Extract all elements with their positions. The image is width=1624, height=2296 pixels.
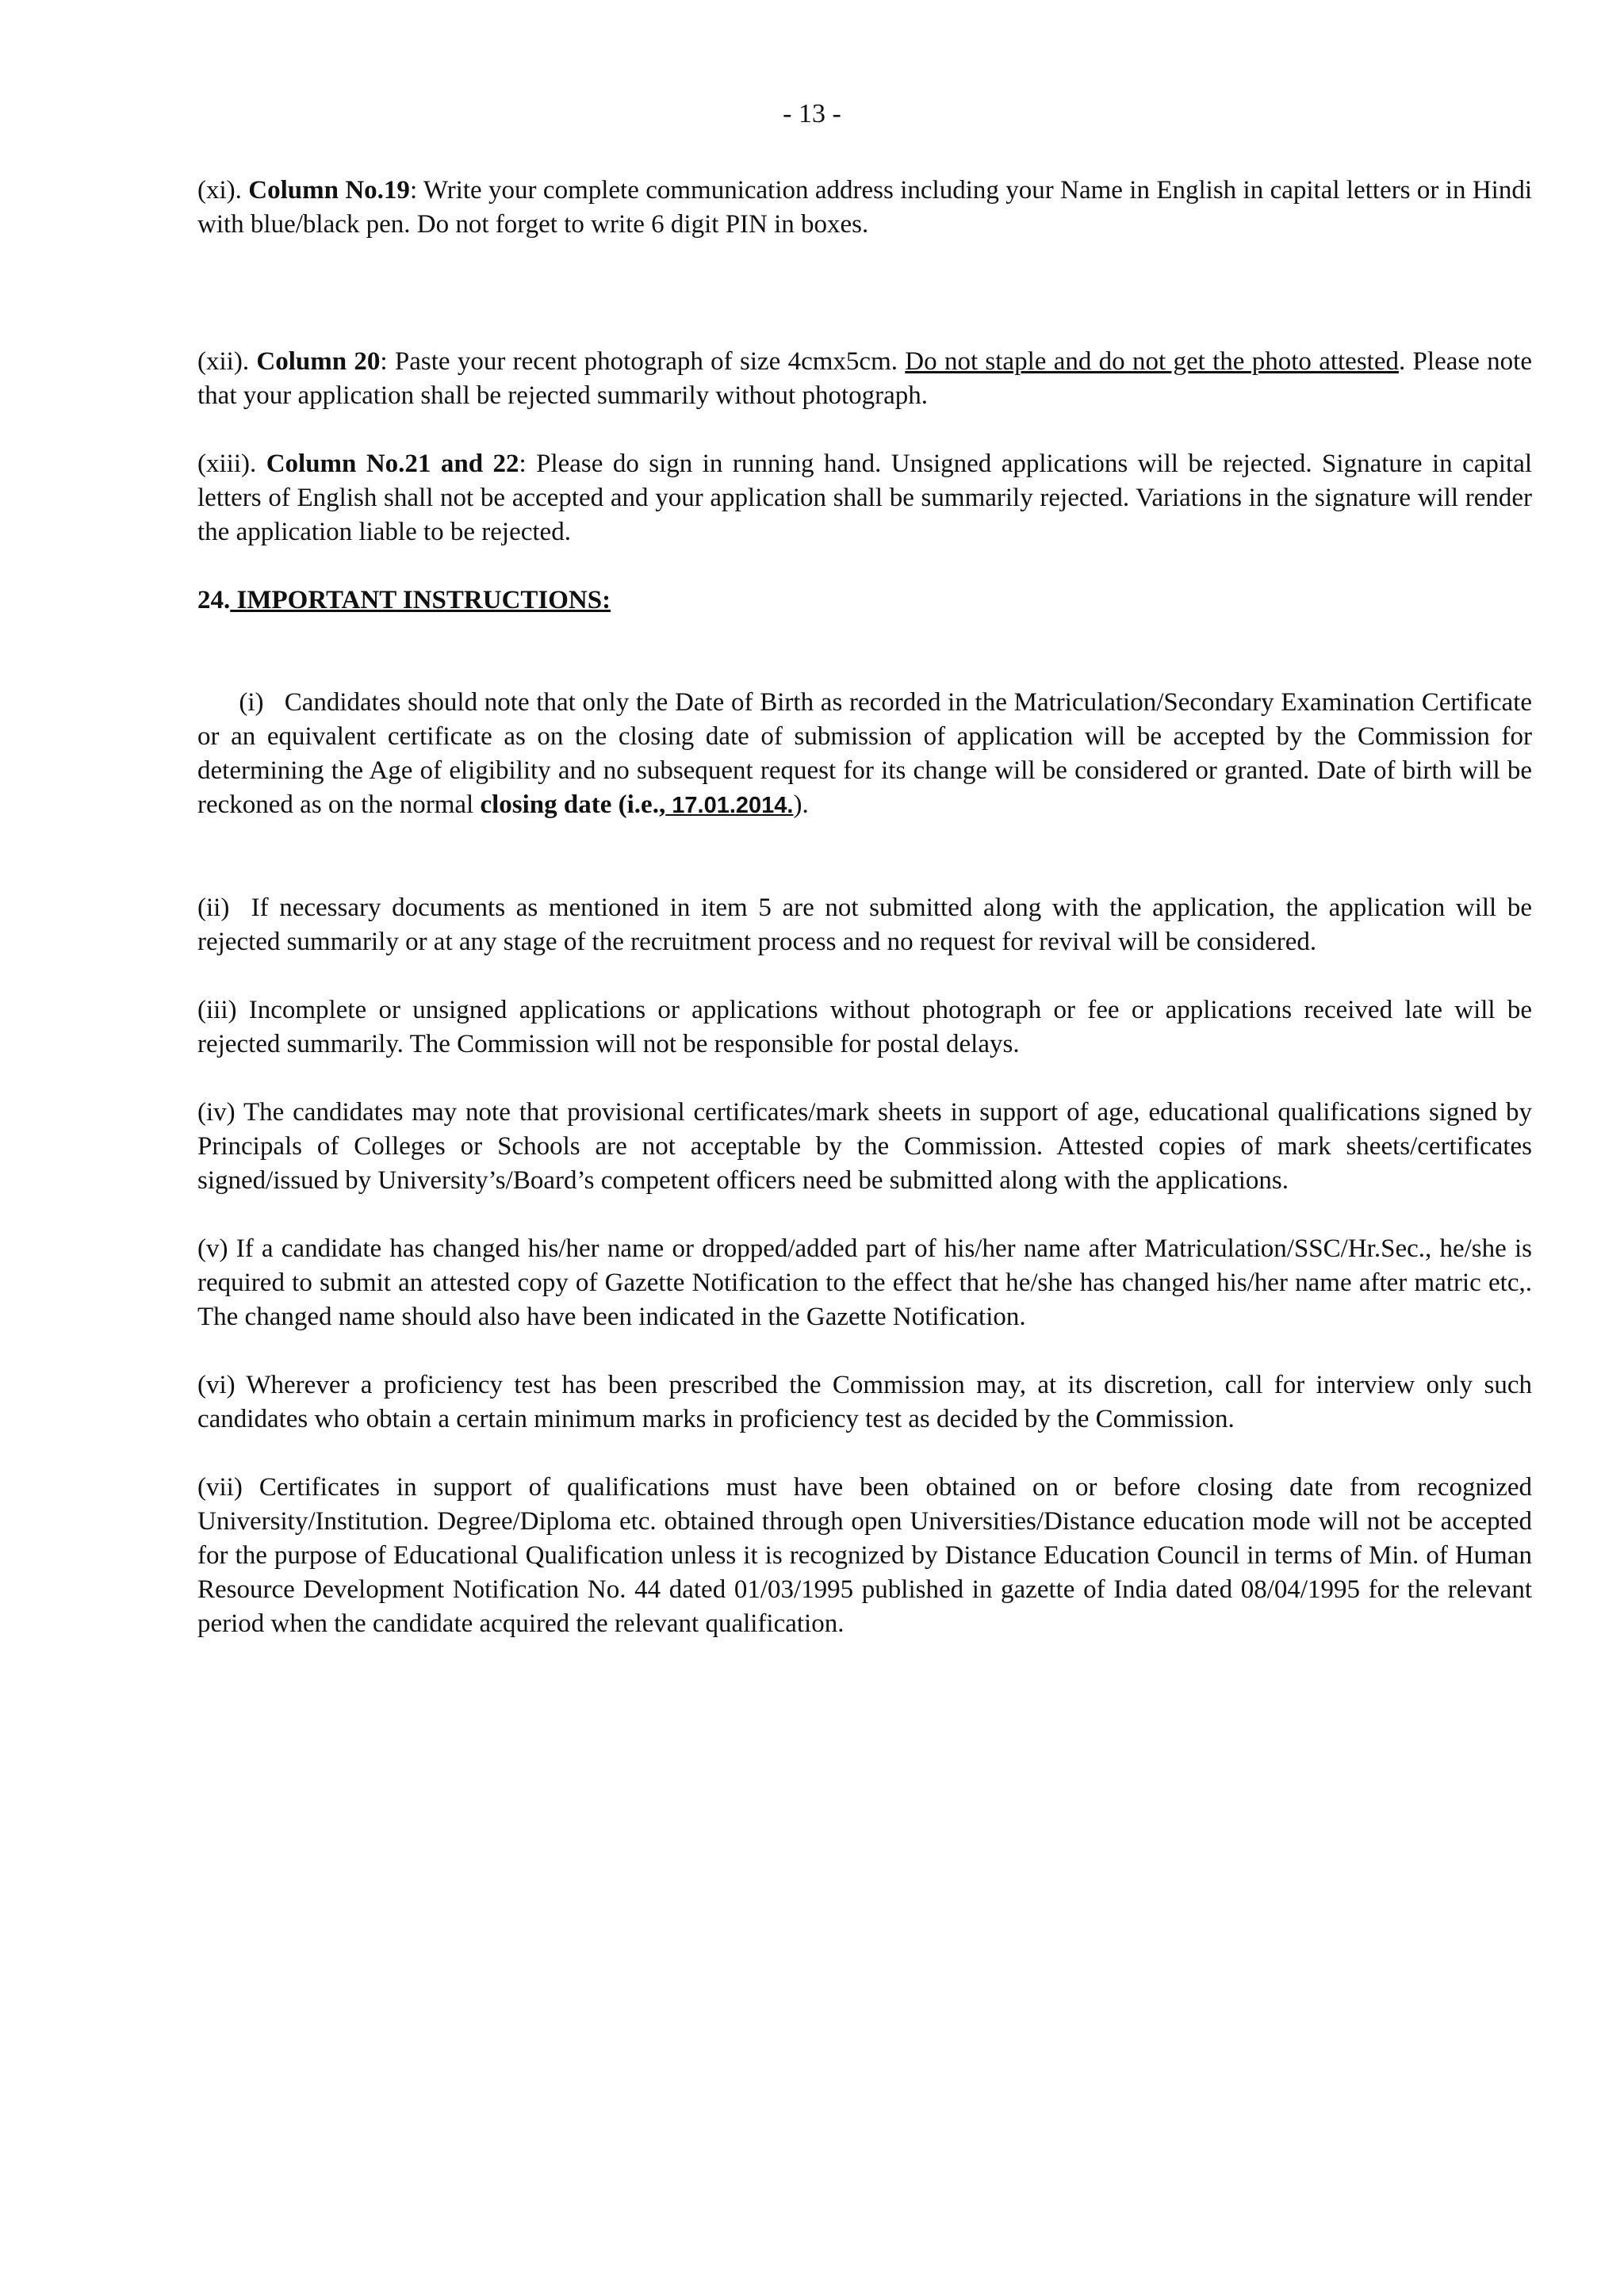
page-number: - 13 - <box>783 99 841 128</box>
closing-date-label: closing date (i.e., <box>480 790 666 819</box>
instruction-vii: (vii) Certificates in support of qualifications must have been obtained on or before closing date from recognized University/Institution. Degree/Diploma etc. obtained through open Universities/Distance education mode will not be accepted for the purpose of Educational Qualification unless it is recognized by Distance Education Council in terms of Min. of Human Resource Development Notification No. 44 dated 01/03/1995 published in gazette of India dated 08/04/1995 for the relevant period when the candidate acquired the relevant qualification. <box>197 1473 1532 1638</box>
instruction-vi: (vi) Wherever a proficiency test has been prescribed the Commission may, at its discretion, call for interview only such candidates who obtain a certain minimum marks in proficiency test as decided by the Commission. <box>197 1371 1532 1433</box>
instruction-v: (v) If a candidate has changed his/her name or dropped/added part of his/her name after Matriculation/SSC/Hr.Sec., he/she is required to submit an attested copy of Gazette Notification to the effect that he/she has changed his/her name after matric etc,. The changed name should also have been indicated in the Gazette Notification. <box>197 1234 1532 1331</box>
column-label: Column No.21 and 22 <box>266 450 519 478</box>
section-title: IMPORTANT INSTRUCTIONS: <box>230 586 611 614</box>
item-marker: (xi). <box>197 176 249 205</box>
paragraph-text: ). <box>793 790 809 819</box>
instruction-iv: (iv) The candidates may note that provisional certificates/mark sheets in support of age, educational qualifications signed by Principals of Colleges or Schools are not acceptable by the Commission. Attested copies of mark sheets/certificates signed/issued by University’s/Board’s competent officers need be submitted along with the applications. <box>197 1098 1532 1195</box>
paragraph-text: : Paste your recent photograph of size 4cmx5cm. <box>380 347 906 376</box>
paragraph-xiii <box>197 447 1532 549</box>
page-content <box>197 174 1539 1641</box>
underlined-instruction: Do not staple and do not get the photo attested <box>905 347 1399 376</box>
paragraph-text: : Please do sign in running hand. Unsigned applications will be rejected. Signature in capital letters of English shall not be accepted and your application shall be summarily rejected. Variations in the signature will render the application liable to be rejected. <box>197 450 1533 546</box>
instruction-i <box>197 652 1539 857</box>
instruction-iii: (iii) Incomplete or unsigned applications or applications without photograph or fee or applications received late will be rejected summarily. The Commission will not be responsible for postal delays. <box>197 996 1532 1058</box>
paragraph-xii <box>197 345 1532 413</box>
paragraph-text: . Please note that your application shall be rejected summarily without photograph. <box>197 347 1532 410</box>
closing-date-value: 17.01.2014. <box>665 793 794 818</box>
paragraph-text: : Write your complete communication address including your Name in English in capital letters or in Hindi with blue/black pen. Do not forget to write 6 digit PIN in boxes. <box>197 176 1532 239</box>
paragraph-xi <box>197 174 1532 242</box>
column-label: Column No.19 <box>248 176 410 205</box>
instruction-ii: (ii) If necessary documents as mentioned in item 5 are not submitted along with the application, the application will be rejected summarily or at any stage of the recruitment process and no request for revival will be considered. <box>197 894 1539 956</box>
item-marker: (xiii). <box>197 450 266 478</box>
paragraph-text: (i) Candidates should note that only the Date of Birth as recorded in the Matriculation/Secondary Examination Certificate or an equivalent certificate as on the closing date of submission of application will be accepted by the Commission for determining the Age of eligibility and no subsequent request for its change will be considered or granted. Date of birth will be reckoned as on the normal <box>197 688 1539 819</box>
column-label: Column 20 <box>256 347 381 376</box>
section-number: 24. <box>197 586 231 614</box>
section-heading <box>197 584 1532 618</box>
item-marker: (xii). <box>197 347 257 376</box>
